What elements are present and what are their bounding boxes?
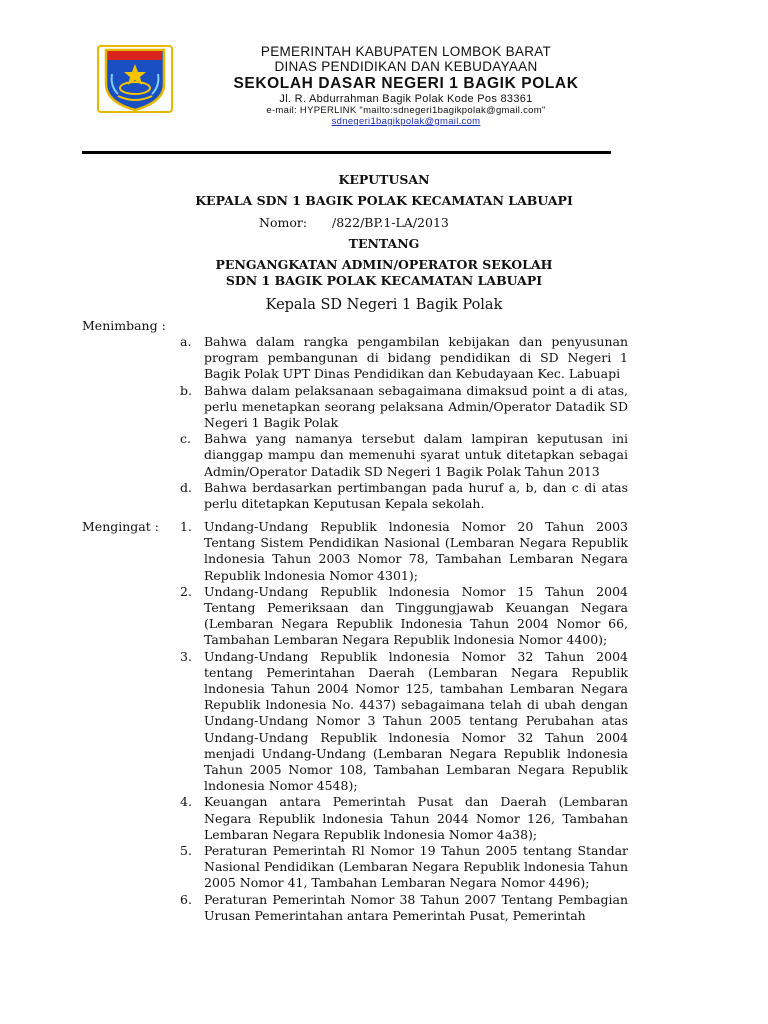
email-link[interactable]: sdnegeri1bagikpolak@gmail.com xyxy=(331,116,481,127)
list-marker: 6. xyxy=(180,891,192,907)
regency-emblem-logo xyxy=(96,44,174,114)
considering-label: Menimbang : xyxy=(82,318,166,333)
list-item-text: Undang-Undang Republik lndonesia Nomor 32 Tahun 2004 tentang Pemerintahan Daerah (Lembaran Negara Republik lndonesia Tahun 2004 Nomor 125, tambahan Lembaran Negara Republik lndonesia No. 4437) sebagaimana telah di ubah dengan Undang-Undang Nomor 3 Tahun 2005 tentang Perubahan atas Undang-Undang Republik lndonesia Nomor 32 Tahun 2004 menjadi Undang-Undang (Lembaran Negara Republik lndonesia Tahun 2005 Nomor 108, Tambahan Lembaran Negara Republik lndonesia Nomor 4548); xyxy=(204,648,628,794)
list-item-text: Bahwa dalam rangka pengambilan kebijakan dan penyusunan program pembangunan di bidang pendidikan di SD Negeri 1 Bagik Polak UPT Dinas Pendidikan dan Kebudayaan Kec. Labuapi xyxy=(204,334,628,382)
number-label: Nomor: xyxy=(259,215,308,230)
list-marker: 3. xyxy=(180,648,192,664)
list-item-text: Undang-Undang Republik lndonesia Nomor 15 Tahun 2004 Tentang Pemeriksaan dan Tinggungjawab Keuangan Negara (Lembaran Negara Republik Indonesia Tahun 2004 Nomor 66, Tambahan Lembaran Negara Republik lndonesia Nomor 4400); xyxy=(204,583,628,648)
emblem-icon xyxy=(96,44,174,114)
email-line: e-mail: HYPERLINK "mailto:sdnegeri1bagikpolak@gmail.com" xyxy=(266,105,546,116)
list-item-text: Keuangan antara Pemerintah Pusat dan Daerah (Lembaran Negara Republik lndonesia Tahun 2044 Nomor 126, Tambahan Lembaran Negara Republik lndonesia Nomor 4a38); xyxy=(204,794,628,842)
list-marker: 4. xyxy=(180,794,192,810)
list-item xyxy=(180,519,628,584)
list-marker: 1. xyxy=(180,519,192,534)
signatory-title: Kepala SD Negeri 1 Bagik Polak xyxy=(265,297,503,313)
subject-line-1: PENGANGKATAN ADMIN/OPERATOR SEKOLAH xyxy=(215,257,553,272)
list-marker: 5. xyxy=(180,843,192,859)
list-item xyxy=(180,892,628,924)
school-name: SEKOLAH DASAR NEGERI 1 BAGIK POLAK xyxy=(233,75,579,92)
list-item-text: Bahwa berdasarkan pertimbangan pada huruf a, b, dan c di atas perlu ditetapkan Keputusan Kepala sekolah. xyxy=(204,479,628,512)
list-marker: b. xyxy=(180,382,192,398)
list-item xyxy=(180,431,628,480)
issuer-heading: KEPALA SDN 1 BAGIK POLAK KECAMATAN LABUAPI xyxy=(195,193,573,208)
decree-heading: KEPUTUSAN xyxy=(338,172,430,187)
list-item-text: Bahwa yang namanya tersebut dalam lampiran keputusan ini dianggap mampu dan memenuhi syarat untuk ditetapkan sebagai Admin/Operator Datadik SD Negeri 1 Bagik Polak Tahun 2013 xyxy=(204,431,628,479)
list-marker: 2. xyxy=(180,583,192,599)
list-marker: d. xyxy=(180,479,192,495)
government-name: PEMERINTAH KABUPATEN LOMBOK BARAT xyxy=(260,44,552,59)
list-item xyxy=(180,843,628,892)
list-marker: a. xyxy=(180,334,192,349)
department-name: DINAS PENDIDIKAN DAN KEBUDAYAAN xyxy=(274,59,538,74)
letterhead-divider xyxy=(82,151,611,154)
about-heading: TENTANG xyxy=(348,236,420,251)
list-marker: c. xyxy=(180,431,191,447)
list-item-text: Undang-Undang Republik lndonesia Nomor 20 Tahun 2003 Tentang Sistem Pendidikan Nasional (Lembaran Negara Republik lndonesia Tahun 2003 Nomor 78, Tambahan Lembaran Negara Republik lndonesia Nomor 4301); xyxy=(204,519,628,583)
list-item xyxy=(180,584,628,649)
recalling-list xyxy=(180,519,628,924)
recalling-label: Mengingat : xyxy=(82,519,159,534)
list-item-text: Peraturan Pemerintah Nomor 38 Tahun 2007 Tentang Pembagian Urusan Pemerintahan antara Pemerintah Pusat, Pemerintah xyxy=(204,891,628,923)
considering-list xyxy=(180,334,628,512)
list-item-text: Bahwa dalam pelaksanaan sebagaimana dimaksud point a di atas, perlu menetapkan seorang pelaksana Admin/Operator Datadik SD Negeri 1 Bagik Polak xyxy=(204,382,628,431)
list-item xyxy=(180,480,628,512)
list-item xyxy=(180,334,628,383)
number-value: /822/BP.1-LA/2013 xyxy=(332,215,449,230)
subject-line-2: SDN 1 BAGIK POLAK KECAMATAN LABUAPI xyxy=(225,273,543,288)
school-address: Jl. R. Abdurrahman Bagik Polak Kode Pos 83361 xyxy=(279,93,533,105)
letterhead xyxy=(186,44,626,127)
list-item xyxy=(180,794,628,843)
list-item xyxy=(180,383,628,432)
list-item-text: Peraturan Pemerintah Rl Nomor 19 Tahun 2005 tentang Standar Nasional Pendidikan (Lembaran Negara Republik lndonesia Tahun 2005 Nomor 41, Tambahan Lembaran Negara Nomor 4496); xyxy=(204,843,628,891)
list-item xyxy=(180,649,628,795)
